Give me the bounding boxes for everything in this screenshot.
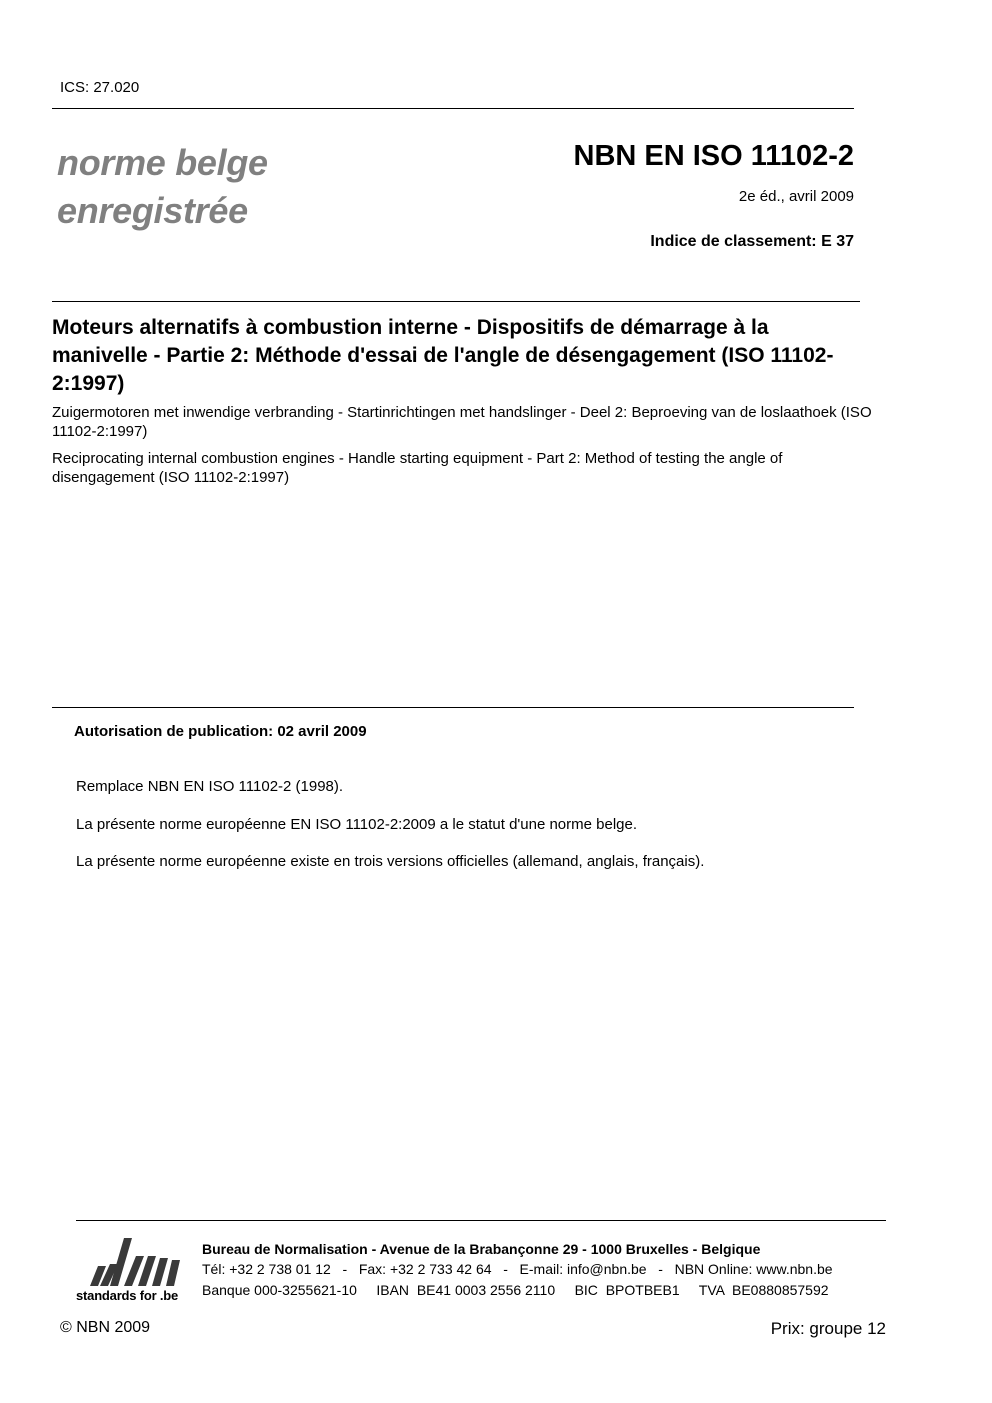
title-english: Reciprocating internal combustion engines - Handle starting equipment - Part 2: Method of testing the angle of disengagement (ISO 11102-2:1997) [52, 450, 783, 486]
status-text: La présente norme européenne EN ISO 11102-2:2009 a le statut d'une norme belge. [76, 816, 638, 833]
publication-authorisation: Autorisation de publication: 02 avril 2009 [74, 723, 367, 740]
title-dutch: Zuigermotoren met inwendige verbranding - Startinrichtingen met handslinger - Deel 2: Beproeving van de loslaathoek (ISO 11102-2:1997) [52, 404, 872, 440]
enregistree-label: enregistrée [57, 190, 248, 231]
contact-info: Tél: +32 2 738 01 12 - Fax: +32 2 733 42 64 - E-mail: info@nbn.be - NBN Online: www.nbn.be [202, 1261, 833, 1277]
classification-index: Indice de classement: E 37 [650, 233, 854, 250]
title-french: Moteurs alternatifs à combustion interne - Dispositifs de démarrage à la manivelle - Partie 2: Méthode d'essai de l'angle de désengagement (ISO 11102-2:1997) [52, 316, 834, 395]
edition: 2e éd., avril 2009 [738, 188, 854, 205]
title-top-rule [52, 301, 860, 302]
publication-rule [52, 707, 854, 708]
ics-code: ICS: 27.020 [60, 79, 140, 96]
versions-text: La présente norme européenne existe en trois versions officielles (allemand, anglais, français). [76, 853, 705, 870]
price-group: Prix: groupe 12 [770, 1319, 886, 1338]
norme-belge-label: norme belge [57, 142, 268, 183]
bureau-address: Bureau de Normalisation - Avenue de la Brabançonne 29 - 1000 Bruxelles - Belgique [202, 1241, 761, 1257]
standard-id: NBN EN ISO 11102-2 [573, 140, 854, 172]
bank-info: Banque 000-3255621-10 IBAN BE41 0003 2556 2110 BIC BPOTBEB1 TVA BE0880857592 [202, 1282, 829, 1298]
footer-rule [76, 1220, 886, 1221]
copyright: © NBN 2009 [60, 1319, 151, 1336]
top-rule [52, 108, 854, 109]
nbn-slogan: standards for .be [76, 1288, 179, 1303]
replaces-text: Remplace NBN EN ISO 11102-2 (1998). [76, 778, 344, 795]
